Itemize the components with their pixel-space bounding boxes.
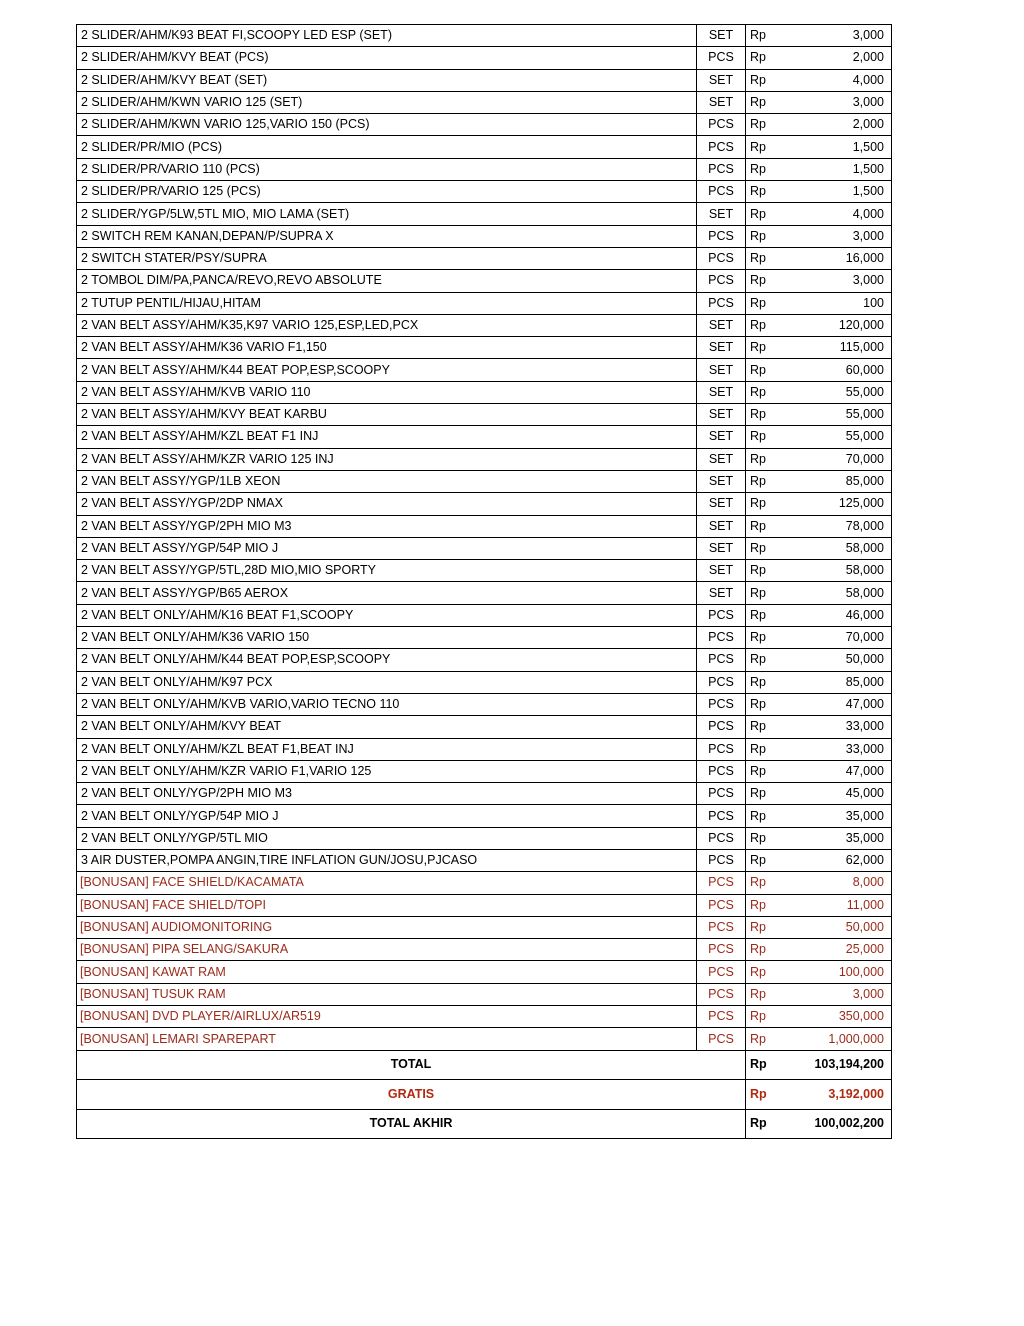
total-row [77, 1050, 892, 1080]
item-name: 2 TUTUP PENTIL/HIJAU,HITAM [77, 292, 697, 314]
currency-label: Rp [750, 585, 766, 600]
item-price-cell [746, 515, 892, 537]
item-price: 70,000 [845, 630, 884, 645]
item-row [77, 582, 892, 604]
item-row [77, 136, 892, 158]
item-unit: PCS [697, 247, 746, 269]
item-unit: PCS [697, 872, 746, 894]
bonus-item-row [77, 872, 892, 894]
item-unit: SET [697, 493, 746, 515]
item-unit: PCS [697, 1006, 746, 1028]
item-name: 2 VAN BELT ONLY/AHM/KZL BEAT F1,BEAT INJ [77, 738, 697, 760]
currency-label: Rp [750, 1086, 767, 1101]
currency-label: Rp [750, 763, 766, 778]
item-price: 1,500 [852, 161, 884, 176]
item-name: 2 VAN BELT ONLY/AHM/KVY BEAT [77, 716, 697, 738]
currency-label: Rp [750, 563, 766, 578]
item-name: 2 VAN BELT ASSY/YGP/5TL,28D MIO,MIO SPORTY [77, 560, 697, 582]
total-akhir-label: TOTAL AKHIR [77, 1109, 746, 1139]
item-row [77, 627, 892, 649]
item-name: 2 SLIDER/PR/VARIO 125 (PCS) [77, 181, 697, 203]
price-list-table [76, 24, 892, 1139]
item-unit: PCS [697, 827, 746, 849]
item-unit: PCS [697, 983, 746, 1005]
item-name: 2 VAN BELT ONLY/AHM/K97 PCX [77, 671, 697, 693]
gratis-label: GRATIS [77, 1080, 746, 1110]
item-price-cell [746, 983, 892, 1005]
total-label: TOTAL [77, 1050, 746, 1080]
item-name: 2 VAN BELT ONLY/AHM/K16 BEAT F1,SCOOPY [77, 604, 697, 626]
item-price: 350,000 [838, 1009, 884, 1024]
item-price: 85,000 [845, 474, 884, 489]
total-akhir-price-cell [746, 1109, 892, 1139]
item-unit: PCS [697, 136, 746, 158]
bonus-item-row [77, 1006, 892, 1028]
summary-rows [77, 1050, 892, 1139]
item-name: 2 VAN BELT ONLY/YGP/54P MIO J [77, 805, 697, 827]
item-name: 2 VAN BELT ASSY/AHM/KZL BEAT F1 INJ [77, 426, 697, 448]
currency-label: Rp [750, 607, 766, 622]
item-price: 1,000,000 [828, 1031, 884, 1046]
item-price-cell [746, 270, 892, 292]
item-price-cell [746, 91, 892, 113]
item-price: 70,000 [845, 451, 884, 466]
item-name: 2 VAN BELT ASSY/YGP/1LB XEON [77, 470, 697, 492]
currency-label: Rp [750, 897, 766, 912]
item-name: 2 VAN BELT ASSY/AHM/KZR VARIO 125 INJ [77, 448, 697, 470]
currency-label: Rp [750, 384, 766, 399]
item-row [77, 47, 892, 69]
currency-label: Rp [750, 1031, 766, 1046]
item-unit: PCS [697, 849, 746, 871]
item-row [77, 69, 892, 91]
item-price-cell [746, 827, 892, 849]
item-unit: PCS [697, 292, 746, 314]
item-row [77, 537, 892, 559]
item-row [77, 381, 892, 403]
item-unit: PCS [697, 604, 746, 626]
item-price-cell [746, 849, 892, 871]
item-row [77, 25, 892, 47]
item-row [77, 738, 892, 760]
item-row [77, 827, 892, 849]
item-name: 2 VAN BELT ONLY/AHM/KVB VARIO,VARIO TECNO 110 [77, 693, 697, 715]
item-name: 2 VAN BELT ONLY/AHM/KZR VARIO F1,VARIO 125 [77, 760, 697, 782]
item-price-cell [746, 247, 892, 269]
currency-label: Rp [750, 986, 766, 1001]
item-unit: SET [697, 404, 746, 426]
item-price-cell [746, 939, 892, 961]
item-row [77, 604, 892, 626]
item-price: 62,000 [845, 853, 884, 868]
item-price-cell [746, 359, 892, 381]
item-unit: PCS [697, 627, 746, 649]
item-price: 25,000 [845, 942, 884, 957]
item-name: 2 SLIDER/PR/MIO (PCS) [77, 136, 697, 158]
currency-label: Rp [750, 875, 766, 890]
item-unit: PCS [697, 270, 746, 292]
item-price-cell [746, 894, 892, 916]
item-price: 33,000 [845, 741, 884, 756]
item-unit: PCS [697, 716, 746, 738]
item-price-cell [746, 1028, 892, 1050]
item-price: 2,000 [852, 50, 884, 65]
item-unit: SET [697, 515, 746, 537]
bonus-item-row [77, 916, 892, 938]
item-price: 58,000 [845, 563, 884, 578]
item-unit: SET [697, 91, 746, 113]
item-row [77, 849, 892, 871]
item-price-cell [746, 649, 892, 671]
currency-label: Rp [750, 429, 766, 444]
item-unit: SET [697, 203, 746, 225]
item-unit: PCS [697, 158, 746, 180]
item-price: 55,000 [845, 429, 884, 444]
item-name: 2 SLIDER/AHM/KWN VARIO 125 (SET) [77, 91, 697, 113]
currency-label: Rp [750, 407, 766, 422]
gratis-value: 3,192,000 [828, 1086, 884, 1101]
item-name: 2 VAN BELT ONLY/AHM/K44 BEAT POP,ESP,SCOOPY [77, 649, 697, 671]
item-price: 4,000 [852, 72, 884, 87]
currency-label: Rp [750, 1116, 767, 1131]
currency-label: Rp [750, 540, 766, 555]
item-unit: PCS [697, 738, 746, 760]
item-price: 78,000 [845, 518, 884, 533]
item-row [77, 292, 892, 314]
currency-label: Rp [750, 117, 766, 132]
item-name: 2 SLIDER/AHM/KVY BEAT (SET) [77, 69, 697, 91]
item-price-cell [746, 805, 892, 827]
item-price-cell [746, 114, 892, 136]
item-price-cell [746, 582, 892, 604]
currency-label: Rp [750, 184, 766, 199]
item-row [77, 225, 892, 247]
item-price-cell [746, 872, 892, 894]
item-row [77, 337, 892, 359]
total-akhir-row [77, 1109, 892, 1139]
item-name: 2 VAN BELT ASSY/AHM/KVB VARIO 110 [77, 381, 697, 403]
currency-label: Rp [750, 474, 766, 489]
bonus-item-row [77, 983, 892, 1005]
item-name: 2 SWITCH REM KANAN,DEPAN/P/SUPRA X [77, 225, 697, 247]
currency-label: Rp [750, 228, 766, 243]
currency-label: Rp [750, 362, 766, 377]
item-price-cell [746, 470, 892, 492]
item-unit: PCS [697, 693, 746, 715]
item-name: 2 TOMBOL DIM/PA,PANCA/REVO,REVO ABSOLUTE [77, 270, 697, 292]
item-price: 50,000 [845, 652, 884, 667]
item-name: [BONUSAN] TUSUK RAM [77, 983, 697, 1005]
item-row [77, 270, 892, 292]
item-price-cell [746, 225, 892, 247]
item-price: 4,000 [852, 206, 884, 221]
item-price-cell [746, 158, 892, 180]
item-price: 47,000 [845, 763, 884, 778]
currency-label: Rp [750, 496, 766, 511]
item-price-cell [746, 671, 892, 693]
item-row [77, 470, 892, 492]
item-name: 2 VAN BELT ONLY/YGP/5TL MIO [77, 827, 697, 849]
item-row [77, 783, 892, 805]
item-row [77, 805, 892, 827]
item-price: 3,000 [852, 986, 884, 1001]
currency-label: Rp [750, 318, 766, 332]
item-row [77, 760, 892, 782]
gratis-price-cell [746, 1080, 892, 1110]
item-name: 2 VAN BELT ASSY/AHM/K35,K97 VARIO 125,ESP,LED,PCX [77, 314, 697, 336]
item-name: 2 SLIDER/YGP/5LW,5TL MIO, MIO LAMA (SET) [77, 203, 697, 225]
item-unit: SET [697, 537, 746, 559]
item-name: 2 VAN BELT ONLY/YGP/2PH MIO M3 [77, 783, 697, 805]
currency-label: Rp [750, 1009, 766, 1024]
item-unit: SET [697, 69, 746, 91]
item-name: 2 SLIDER/AHM/KVY BEAT (PCS) [77, 47, 697, 69]
currency-label: Rp [750, 830, 766, 845]
currency-label: Rp [750, 518, 766, 533]
bonus-item-row [77, 1028, 892, 1050]
item-price: 16,000 [845, 251, 884, 266]
item-row [77, 693, 892, 715]
item-price: 3,000 [852, 228, 884, 243]
currency-label: Rp [750, 50, 766, 65]
total-value: 103,194,200 [814, 1057, 884, 1072]
item-name: [BONUSAN] LEMARI SPAREPART [77, 1028, 697, 1050]
item-price: 55,000 [845, 407, 884, 422]
item-row [77, 649, 892, 671]
item-row [77, 91, 892, 113]
item-name: 2 SLIDER/AHM/KWN VARIO 125,VARIO 150 (PCS) [77, 114, 697, 136]
total-akhir-value: 100,002,200 [814, 1116, 884, 1131]
item-price: 35,000 [845, 808, 884, 823]
currency-label: Rp [750, 942, 766, 957]
item-price: 55,000 [845, 384, 884, 399]
item-row [77, 493, 892, 515]
item-unit: SET [697, 470, 746, 492]
item-price-cell [746, 693, 892, 715]
item-price: 115,000 [839, 340, 884, 355]
item-unit: PCS [697, 47, 746, 69]
item-price: 46,000 [845, 607, 884, 622]
item-price: 3,000 [852, 95, 884, 110]
item-price-cell [746, 448, 892, 470]
item-price: 3,000 [852, 28, 884, 43]
item-unit: PCS [697, 225, 746, 247]
currency-label: Rp [750, 95, 766, 110]
item-price-cell [746, 716, 892, 738]
item-price-cell [746, 25, 892, 47]
item-price-cell [746, 783, 892, 805]
item-price: 1,500 [852, 139, 884, 154]
item-price: 85,000 [845, 674, 884, 689]
item-row [77, 515, 892, 537]
item-row [77, 426, 892, 448]
item-name: [BONUSAN] DVD PLAYER/AIRLUX/AR519 [77, 1006, 697, 1028]
item-unit: PCS [697, 961, 746, 983]
currency-label: Rp [750, 206, 766, 221]
item-row [77, 181, 892, 203]
item-price: 33,000 [845, 719, 884, 734]
currency-label: Rp [750, 1057, 767, 1072]
item-price-cell [746, 537, 892, 559]
item-name: 2 VAN BELT ASSY/YGP/54P MIO J [77, 537, 697, 559]
item-unit: SET [697, 560, 746, 582]
currency-label: Rp [750, 451, 766, 466]
gratis-row [77, 1080, 892, 1110]
item-name: 2 VAN BELT ASSY/YGP/B65 AEROX [77, 582, 697, 604]
item-rows [77, 25, 892, 1051]
item-name: [BONUSAN] KAWAT RAM [77, 961, 697, 983]
currency-label: Rp [750, 697, 766, 712]
item-row [77, 359, 892, 381]
currency-label: Rp [750, 139, 766, 154]
item-price-cell [746, 404, 892, 426]
item-price: 100,000 [838, 964, 884, 979]
item-name: 2 SLIDER/AHM/K93 BEAT FI,SCOOPY LED ESP (SET) [77, 25, 697, 47]
item-name: [BONUSAN] PIPA SELANG/SAKURA [77, 939, 697, 961]
item-unit: PCS [697, 939, 746, 961]
item-price-cell [746, 760, 892, 782]
item-name: 2 SWITCH STATER/PSY/SUPRA [77, 247, 697, 269]
item-unit: PCS [697, 916, 746, 938]
item-unit: SET [697, 314, 746, 336]
item-name: 2 VAN BELT ONLY/AHM/K36 VARIO 150 [77, 627, 697, 649]
item-price-cell [746, 426, 892, 448]
item-name: 2 SLIDER/PR/VARIO 110 (PCS) [77, 158, 697, 180]
item-price-cell [746, 337, 892, 359]
item-unit: SET [697, 381, 746, 403]
item-price-cell [746, 69, 892, 91]
item-price: 45,000 [845, 786, 884, 801]
item-price-cell [746, 738, 892, 760]
item-price: 2,000 [852, 117, 884, 132]
item-row [77, 448, 892, 470]
currency-label: Rp [750, 161, 766, 176]
item-price: 8,000 [852, 875, 884, 890]
item-price-cell [746, 181, 892, 203]
item-price: 50,000 [845, 920, 884, 935]
item-price-cell [746, 203, 892, 225]
item-row [77, 158, 892, 180]
item-unit: PCS [697, 760, 746, 782]
item-price: 58,000 [845, 540, 884, 555]
currency-label: Rp [750, 786, 766, 801]
item-name: 3 AIR DUSTER,POMPA ANGIN,TIRE INFLATION GUN/JOSU,PJCASO [77, 849, 697, 871]
bonus-item-row [77, 894, 892, 916]
item-price-cell [746, 1006, 892, 1028]
item-price-cell [746, 560, 892, 582]
item-name: 2 VAN BELT ASSY/AHM/KVY BEAT KARBU [77, 404, 697, 426]
currency-label: Rp [750, 853, 766, 868]
currency-label: Rp [750, 719, 766, 734]
currency-label: Rp [750, 674, 766, 689]
item-unit: SET [697, 582, 746, 604]
item-name: [BONUSAN] FACE SHIELD/KACAMATA [77, 872, 697, 894]
item-price: 58,000 [845, 585, 884, 600]
item-price-cell [746, 292, 892, 314]
item-row [77, 314, 892, 336]
item-price: 11,000 [846, 897, 884, 912]
item-unit: SET [697, 25, 746, 47]
item-price: 35,000 [845, 830, 884, 845]
item-row [77, 114, 892, 136]
item-unit: PCS [697, 783, 746, 805]
currency-label: Rp [750, 964, 766, 979]
item-unit: SET [697, 359, 746, 381]
item-price-cell [746, 47, 892, 69]
item-row [77, 404, 892, 426]
item-price: 60,000 [845, 362, 884, 377]
item-unit: SET [697, 426, 746, 448]
item-name: 2 VAN BELT ASSY/YGP/2PH MIO M3 [77, 515, 697, 537]
currency-label: Rp [750, 340, 766, 355]
item-row [77, 203, 892, 225]
currency-label: Rp [750, 741, 766, 756]
item-price-cell [746, 961, 892, 983]
bonus-item-row [77, 939, 892, 961]
currency-label: Rp [750, 273, 766, 288]
item-name: [BONUSAN] AUDIOMONITORING [77, 916, 697, 938]
item-price: 120,000 [838, 318, 884, 332]
item-unit: PCS [697, 894, 746, 916]
item-price: 125,000 [838, 496, 884, 511]
currency-label: Rp [750, 251, 766, 266]
item-unit: PCS [697, 181, 746, 203]
item-name: 2 VAN BELT ASSY/AHM/K36 VARIO F1,150 [77, 337, 697, 359]
currency-label: Rp [750, 630, 766, 645]
currency-label: Rp [750, 28, 766, 43]
currency-label: Rp [750, 72, 766, 87]
currency-label: Rp [750, 920, 766, 935]
item-unit: SET [697, 448, 746, 470]
item-unit: PCS [697, 805, 746, 827]
currency-label: Rp [750, 808, 766, 823]
item-price-cell [746, 604, 892, 626]
item-price-cell [746, 136, 892, 158]
item-row [77, 560, 892, 582]
item-price-cell [746, 493, 892, 515]
bonus-item-row [77, 961, 892, 983]
item-row [77, 671, 892, 693]
item-price: 1,500 [852, 184, 884, 199]
item-unit: SET [697, 337, 746, 359]
item-unit: PCS [697, 671, 746, 693]
item-price-cell [746, 627, 892, 649]
item-name: [BONUSAN] FACE SHIELD/TOPI [77, 894, 697, 916]
item-price-cell [746, 314, 892, 336]
item-name: 2 VAN BELT ASSY/AHM/K44 BEAT POP,ESP,SCOOPY [77, 359, 697, 381]
item-unit: PCS [697, 1028, 746, 1050]
item-row [77, 716, 892, 738]
item-price: 100 [863, 295, 884, 310]
total-price-cell [746, 1050, 892, 1080]
item-unit: PCS [697, 114, 746, 136]
item-unit: PCS [697, 649, 746, 671]
currency-label: Rp [750, 652, 766, 667]
item-price: 47,000 [845, 697, 884, 712]
item-price: 3,000 [852, 273, 884, 288]
item-name: 2 VAN BELT ASSY/YGP/2DP NMAX [77, 493, 697, 515]
item-row [77, 247, 892, 269]
item-price-cell [746, 916, 892, 938]
currency-label: Rp [750, 295, 766, 310]
item-price-cell [746, 381, 892, 403]
